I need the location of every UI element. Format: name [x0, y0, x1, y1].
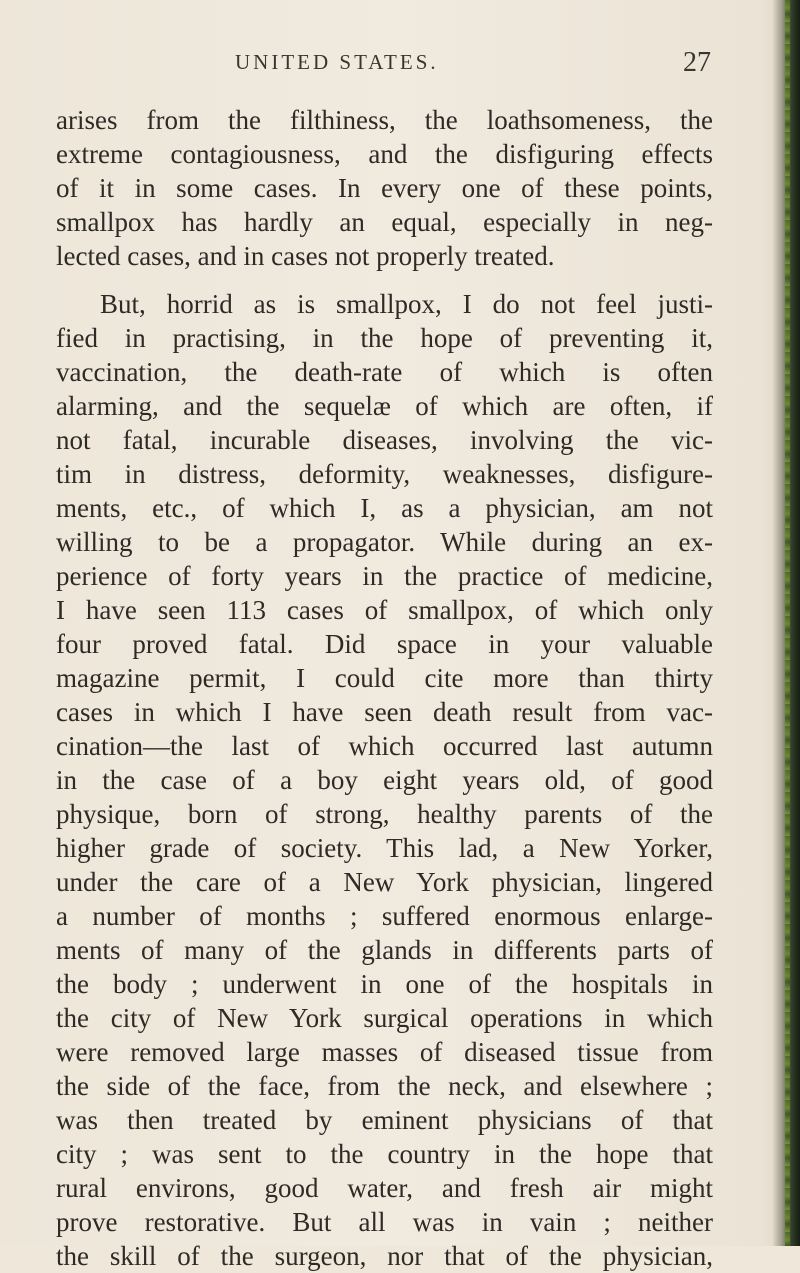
text-line: not fatal, incurable diseases, involving the vic- [56, 425, 713, 455]
text-line: four proved fatal. Did space in your valuable [56, 629, 713, 659]
text-line: ments, etc., of which I, as a physician, am not [56, 493, 713, 523]
text-line: under the care of a New York physician, lingered [56, 867, 713, 897]
text-line: vaccination, the death-rate of which is often [56, 357, 713, 387]
text-line: a number of months ; suffered enormous enlarge- [56, 901, 713, 931]
text-line: But, horrid as is smallpox, I do not feel justi- [100, 289, 713, 319]
text-line: the side of the face, from the neck, and elsewhere ; [56, 1071, 713, 1101]
text-line: lected cases, and in cases not properly treated. [56, 241, 555, 271]
text-line: cination—the last of which occurred last autumn [56, 731, 713, 761]
text-line: perience of forty years in the practice of medicine, [56, 561, 713, 591]
text-line: city ; was sent to the country in the hope that [56, 1139, 713, 1169]
text-line: the body ; underwent in one of the hospitals in [56, 969, 713, 999]
text-line: willing to be a propagator. While during an ex- [56, 527, 713, 557]
text-line: tim in distress, deformity, weaknesses, disfigure- [56, 459, 713, 489]
text-line: rural environs, good water, and fresh air might [56, 1173, 713, 1203]
text-line: I have seen 113 cases of smallpox, of which only [56, 595, 713, 625]
text-line: prove restorative. But all was in vain ; neither [56, 1207, 713, 1237]
text-line: alarming, and the sequelæ of which are often, if [56, 391, 713, 421]
text-line: in the case of a boy eight years old, of good [56, 765, 713, 795]
text-line: extreme contagiousness, and the disfiguring effects [56, 139, 713, 169]
text-line: the skill of the surgeon, nor that of the physician, [56, 1241, 713, 1271]
text-line: magazine permit, I could cite more than thirty [56, 663, 713, 693]
text-line: higher grade of society. This lad, a New Yorker, [56, 833, 713, 863]
text-line: arises from the filthiness, the loathsomeness, the [56, 105, 713, 135]
text-line: ments of many of the glands in differents parts of [56, 935, 713, 965]
running-head-title: UNITED STATES. [235, 50, 439, 74]
text-line: smallpox has hardly an equal, especially in neg- [56, 207, 713, 237]
text-line: of it in some cases. In every one of these points, [56, 173, 713, 203]
page-number: 27 [683, 47, 711, 78]
page-edge-binding [785, 0, 790, 1246]
text-line: was then treated by eminent physicians of that [56, 1105, 713, 1135]
text-line: cases in which I have seen death result from vac- [56, 697, 713, 727]
text-line: fied in practising, in the hope of preventing it, [56, 323, 713, 353]
text-line: the city of New York surgical operations in which [56, 1003, 713, 1033]
text-line: physique, born of strong, healthy parents of the [56, 799, 713, 829]
text-line: were removed large masses of diseased tissue from [56, 1037, 713, 1067]
running-head [0, 47, 800, 84]
